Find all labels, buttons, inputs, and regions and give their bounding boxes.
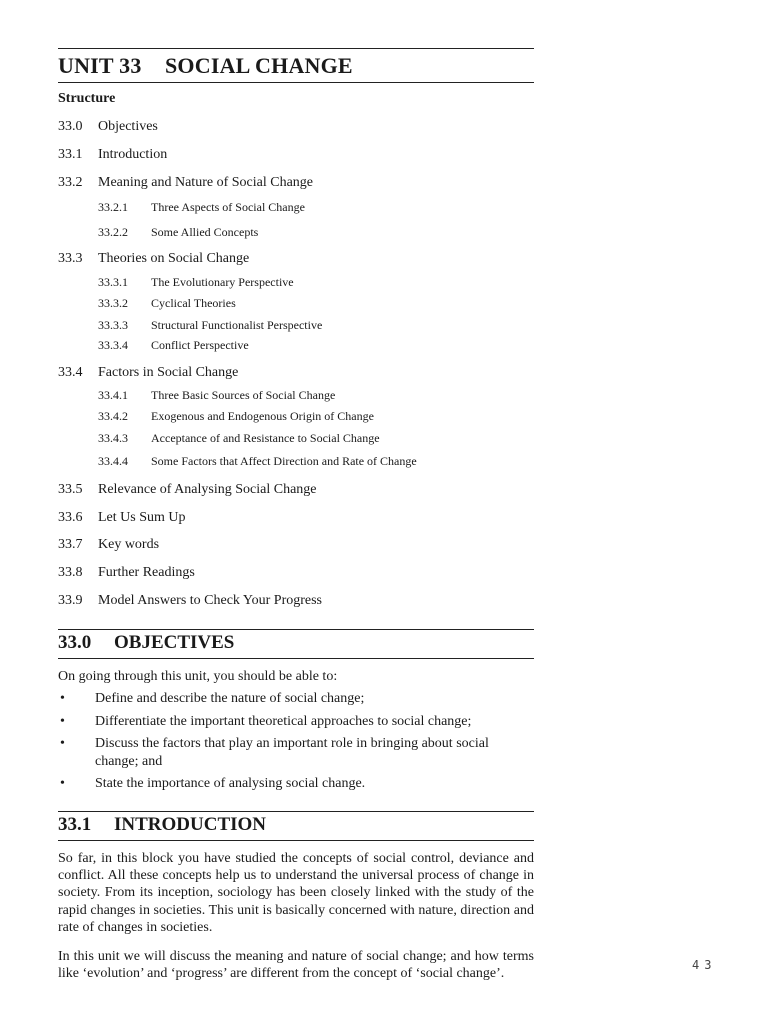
toc-subentry — [98, 275, 294, 290]
toc-entry-number: 33.3.4 — [98, 338, 128, 352]
toc-entry-number: 33.4.2 — [98, 409, 128, 423]
toc-entry-number: 33.9 — [58, 593, 83, 608]
toc-entry-title: Three Basic Sources of Social Change — [151, 388, 336, 402]
toc-entry-title: Further Readings — [98, 565, 195, 580]
toc-entry-number: 33.8 — [58, 565, 83, 580]
toc-entry-number: 33.2 — [58, 175, 83, 190]
toc-entry — [58, 251, 249, 267]
toc-entry-number: 33.4.1 — [98, 388, 128, 402]
toc-entry-title: Some Factors that Affect Direction and Rate of Change — [151, 454, 417, 468]
objective-item — [58, 735, 534, 770]
toc-entry-number: 33.2.1 — [98, 200, 128, 214]
objectives-heading — [58, 629, 534, 659]
toc-entry-title: The Evolutionary Perspective — [151, 275, 294, 289]
toc-subentry — [98, 409, 374, 424]
unit-heading — [58, 48, 534, 83]
objectives-list — [58, 690, 534, 798]
toc-entry-title: Key words — [98, 537, 160, 552]
toc-entry — [58, 175, 313, 191]
introduction-number: 33.1 — [58, 814, 92, 835]
objective-text: Differentiate the important theoretical approaches to social change; — [95, 713, 472, 729]
toc-entry-number: 33.2.2 — [98, 225, 128, 239]
toc-entry — [58, 510, 186, 526]
toc-entry-title: Exogenous and Endogenous Origin of Change — [151, 409, 374, 423]
structure-label: Structure — [58, 91, 116, 106]
toc-entry — [58, 365, 238, 381]
objective-item — [58, 690, 534, 708]
toc-entry-title: Theories on Social Change — [98, 251, 250, 266]
toc-subentry — [98, 200, 305, 215]
bullet-icon: • — [60, 713, 65, 729]
toc-entry-number: 33.6 — [58, 510, 83, 525]
toc-entry-number: 33.3 — [58, 251, 83, 266]
introduction-paragraph-1: So far, in this block you have studied the concepts of social control, deviance and conflict. All these concepts help us to understand the universal process of change in society. From its inception, sociology has been closely linked with the study of the rapid changes in societies. This unit is basically concerned with nature, direction and rate of changes in societies. — [58, 851, 534, 935]
objective-item — [58, 775, 534, 793]
toc-subentry — [98, 388, 335, 403]
toc-entry-title: Model Answers to Check Your Progress — [98, 593, 322, 608]
toc-entry-title: Factors in Social Change — [98, 365, 239, 380]
toc-entry — [58, 482, 317, 498]
unit-title: SOCIAL CHANGE — [165, 53, 353, 78]
toc-entry-number: 33.3.1 — [98, 275, 128, 289]
toc-subentry — [98, 338, 249, 353]
bullet-icon: • — [60, 691, 65, 706]
objective-text: Define and describe the nature of social change; — [95, 691, 365, 706]
objective-text: State the importance of analysing social change. — [95, 776, 366, 791]
toc-subentry — [98, 318, 322, 333]
toc-subentry — [98, 454, 417, 469]
toc-entry-number: 33.7 — [58, 537, 83, 552]
toc-entry-title: Three Aspects of Social Change — [151, 200, 305, 214]
toc-entry-number: 33.4.4 — [98, 454, 128, 468]
toc-entry-title: Meaning and Nature of Social Change — [98, 175, 313, 190]
toc-entry-title: Conflict Perspective — [151, 338, 249, 352]
toc-entry — [58, 147, 167, 163]
toc-entry-number: 33.1 — [58, 147, 83, 162]
objective-text: Discuss the factors that play an important role in bringing about social change; and — [95, 736, 489, 769]
objectives-number: 33.0 — [58, 632, 92, 653]
toc-entry-title: Cyclical Theories — [151, 296, 236, 310]
toc-entry-title: Relevance of Analysing Social Change — [98, 482, 317, 497]
toc-entry-title: Structural Functionalist Perspective — [151, 318, 323, 332]
toc-entry — [58, 119, 158, 135]
toc-entry-number: 33.4 — [58, 365, 83, 380]
bullet-icon: • — [60, 736, 65, 751]
toc-entry-title: Objectives — [98, 119, 158, 134]
introduction-paragraph-2: In this unit we will discuss the meaning and nature of social change; and how terms like ‘evolution’ and ‘progress’ are different from the concept of ‘social change’. — [58, 949, 534, 982]
objective-item — [58, 713, 534, 731]
toc-entry-number: 33.0 — [58, 119, 83, 134]
toc-entry-number: 33.5 — [58, 482, 83, 497]
toc-entry-title: Acceptance of and Resistance to Social Change — [151, 431, 380, 445]
toc-subentry — [98, 296, 236, 311]
introduction-heading — [58, 811, 534, 841]
bullet-icon: • — [60, 776, 65, 791]
toc-entry-title: Introduction — [98, 147, 168, 162]
toc-entry-number: 33.4.3 — [98, 431, 128, 445]
objectives-title: OBJECTIVES — [114, 632, 235, 653]
toc-entry-number: 33.3.2 — [98, 296, 128, 310]
toc-subentry — [98, 431, 380, 446]
toc-entry-number: 33.3.3 — [98, 318, 128, 332]
unit-number: UNIT 33 — [58, 53, 142, 78]
page-number: 43 — [692, 958, 717, 972]
objectives-intro: On going through this unit, you should be able to: — [58, 669, 338, 684]
toc-subentry — [98, 225, 258, 240]
toc-entry — [58, 565, 195, 581]
introduction-title: INTRODUCTION — [114, 814, 267, 835]
toc-entry — [58, 593, 322, 609]
toc-entry-title: Some Allied Concepts — [151, 225, 259, 239]
toc-entry — [58, 537, 159, 553]
toc-entry-title: Let Us Sum Up — [98, 510, 186, 525]
